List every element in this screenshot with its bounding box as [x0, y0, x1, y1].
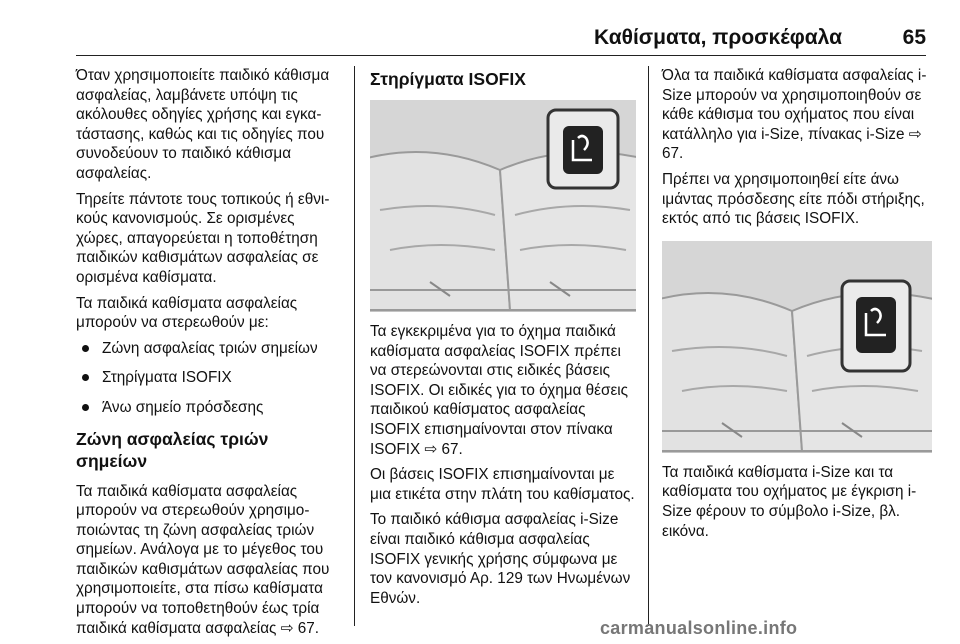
page-title: Καθίσματα, προσκέφαλα — [594, 26, 842, 49]
isize-seat-illustration — [662, 241, 932, 453]
section-heading-isofix: Στηρίγματα ISOFIX — [370, 69, 526, 89]
list-item: Άνω σημείο πρόσδεσης — [76, 398, 342, 418]
column-right — [662, 66, 932, 547]
intro-paragraph: Όταν χρησιμοποιείτε παιδικό κάθισμα ασφαλείας, λαμβάνετε υπόψη τις ακόλουθες οδηγίες χρήσης και εγκατάστασης, καθώς και τις οδηγίες που συνοδεύουν το παιδικό κάθισμα ασφαλείας. — [76, 67, 330, 182]
column-divider-1 — [354, 66, 355, 626]
attachment-list — [76, 339, 342, 418]
attachment-paragraph: Τα παιδικά καθίσματα ασφαλείας μπορούν να στερεωθούν με: — [76, 294, 298, 332]
isofix-seat-figure — [370, 100, 636, 312]
isize-seat-figure — [662, 241, 932, 453]
header-rule — [76, 55, 926, 56]
three-point-belt-paragraph: Τα παιδικά καθίσματα ασφαλείας μπορούν να στερεωθούν χρησιμοποιώντας τη ζώνη ασφαλείας τριών σημείων. Ανάλογα με το μέγεθος του παιδικών καθισμάτων ασφαλείας που χρησιμοποιείτε, στα πίσω καθίσματα μπορούν να τοποθετηθούν έως τρία παιδικά καθίσματα ασφαλείας ⇨ 67. — [76, 482, 330, 637]
column-middle — [370, 66, 636, 614]
regulations-paragraph: Τηρείτε πάντοτε τους τοπικούς ή εθνικούς κανονισμούς. Σε ορισμένες χώρες, απαγορεύεται η τοποθέτηση παιδικών καθισμάτων ασφαλείας σε ορισμένα καθίσματα. — [76, 190, 330, 286]
list-item: Ζώνη ασφαλείας τριών σημείων — [76, 339, 342, 359]
isofix-seat-illustration — [370, 100, 636, 312]
column-divider-2 — [648, 66, 649, 626]
column-left — [76, 66, 342, 644]
isize-usage-paragraph: Όλα τα παιδικά καθίσματα ασφαλείας i-Size μπορούν να χρησιμοποιηθούν σε κάθε κάθισμα του οχήματος που είναι κατάλληλο για i-Size, πίνακας i-Size ⇨ 67. — [662, 67, 927, 163]
isize-symbol-paragraph: Τα παιδικά καθίσματα i-Size και τα καθίσματα του οχήματος με έγκριση i-Size φέρουν το σύμβολο i-Size, βλ. εικόνα. — [662, 463, 917, 540]
page-number: 65 — [902, 26, 926, 49]
isize-definition-paragraph: Το παιδικό κάθισμα ασφαλείας i-Size είναι παιδικό κάθισμα ασφαλείας ISOFIX γενικής χρήσης σύμφωνα με τον κανονισμό Αρ. 129 των Ηνωμένων Εθνών. — [370, 511, 631, 607]
isofix-approved-paragraph: Τα εγκεκριμένα για το όχημα παιδικά καθίσματα ασφαλείας ISOFIX πρέπει να στερεώνονται στις ειδικές βάσεις ISOFIX. Οι ειδικές για το όχημα θέσεις παιδικού καθίσματος ασφαλείας ISOFIX επισημαίνονται στον πίνακα ISOFIX ⇨ 67. — [370, 323, 629, 458]
isofix-label-paragraph: Οι βάσεις ISOFIX επισημαίνονται με μια ετικέτα στην πλάτη του καθίσματος. — [370, 466, 635, 503]
section-heading-three-point-belt: Ζώνη ασφαλείας τριών σημείων — [76, 428, 269, 471]
top-tether-paragraph: Πρέπει να χρησιμοποιηθεί είτε άνω ιμάντας πρόσδεσης είτε πόδι στήριξης, εκτός από τις βάσεις ISOFIX. — [662, 170, 925, 228]
watermark: carmanualsonline.info — [600, 618, 798, 638]
page-header — [0, 0, 960, 54]
list-item: Στηρίγματα ISOFIX — [76, 368, 342, 388]
